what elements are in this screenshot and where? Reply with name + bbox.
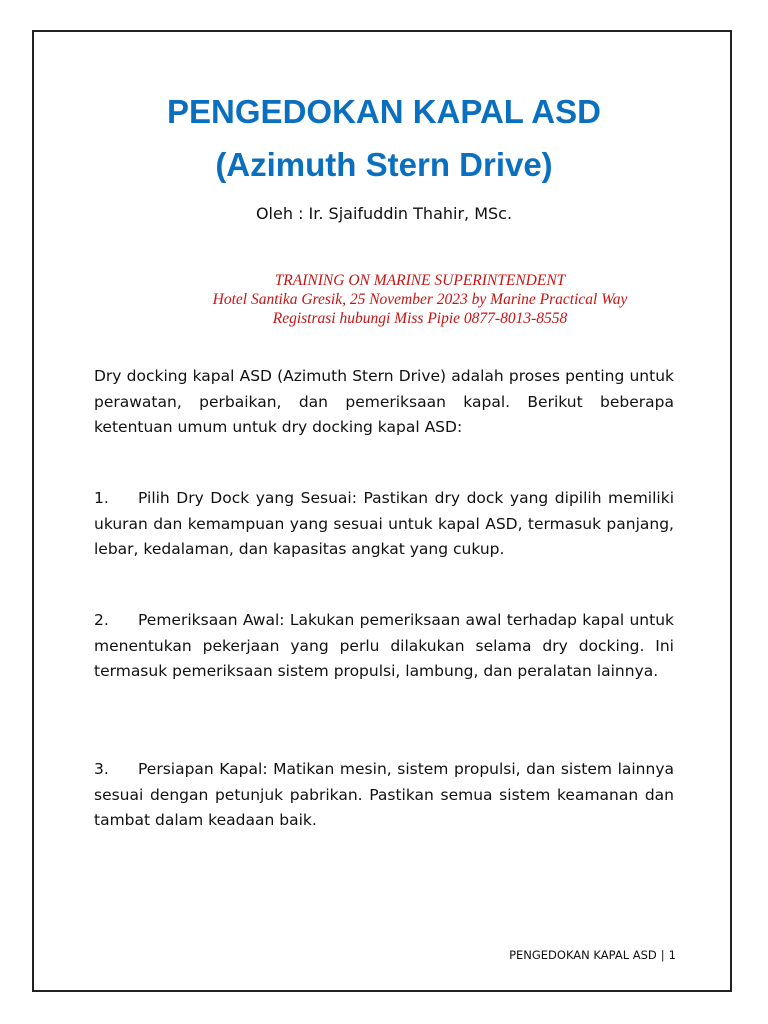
footer-label: PENGEDOKAN KAPAL ASD: [509, 948, 657, 962]
list-item-text: Pemeriksaan Awal: Lakukan pemeriksaan awal terhadap kapal untuk menentukan pekerjaan yang perlu dilakukan selama dry docking. Ini termasuk pemeriksaan sistem propulsi, lambung, dan peralatan lainnya.: [94, 611, 674, 680]
list-item: [94, 486, 674, 563]
training-venue: Hotel Santika Gresik, 25 November 2023 by Marine Practical Way: [212, 291, 628, 308]
training-notice: [80, 271, 760, 328]
page-footer: [509, 947, 676, 963]
list-item: [94, 608, 674, 685]
author-line: Oleh : Ir. Sjaifuddin Thahir, MSc.: [255, 204, 513, 223]
list-item-number: 1.: [94, 489, 109, 507]
list-item-text: Persiapan Kapal: Matikan mesin, sistem propulsi, dan sistem lainnya sesuai dengan petunjuk pabrikan. Pastikan semua sistem keamanan dan tambat dalam keadaan baik.: [94, 760, 674, 829]
training-registration: Registrasi hubungi Miss Pipie 0877-8013-8558: [272, 310, 568, 327]
list-item-number: 3.: [94, 760, 109, 778]
footer-separator: |: [660, 948, 665, 962]
document-subtitle: (Azimuth Stern Drive): [215, 146, 553, 183]
document-title: PENGEDOKAN KAPAL ASD: [167, 93, 601, 130]
list-item-text: Pilih Dry Dock yang Sesuai: Pastikan dry dock yang dipilih memiliki ukuran dan kemampuan yang sesuai untuk kapal ASD, termasuk panjang, lebar, kedalaman, dan kapasitas angkat yang cukup.: [94, 489, 674, 558]
list-item: [94, 757, 674, 834]
page-number: 1: [668, 948, 676, 962]
intro-paragraph: Dry docking kapal ASD (Azimuth Stern Drive) adalah proses penting untuk perawatan, perbaikan, dan pemeriksaan kapal. Berikut beberapa ketentuan umum untuk dry docking kapal ASD:: [94, 367, 674, 436]
training-title: TRAINING ON MARINE SUPERINTENDENT: [274, 272, 566, 289]
list-item-number: 2.: [94, 611, 109, 629]
